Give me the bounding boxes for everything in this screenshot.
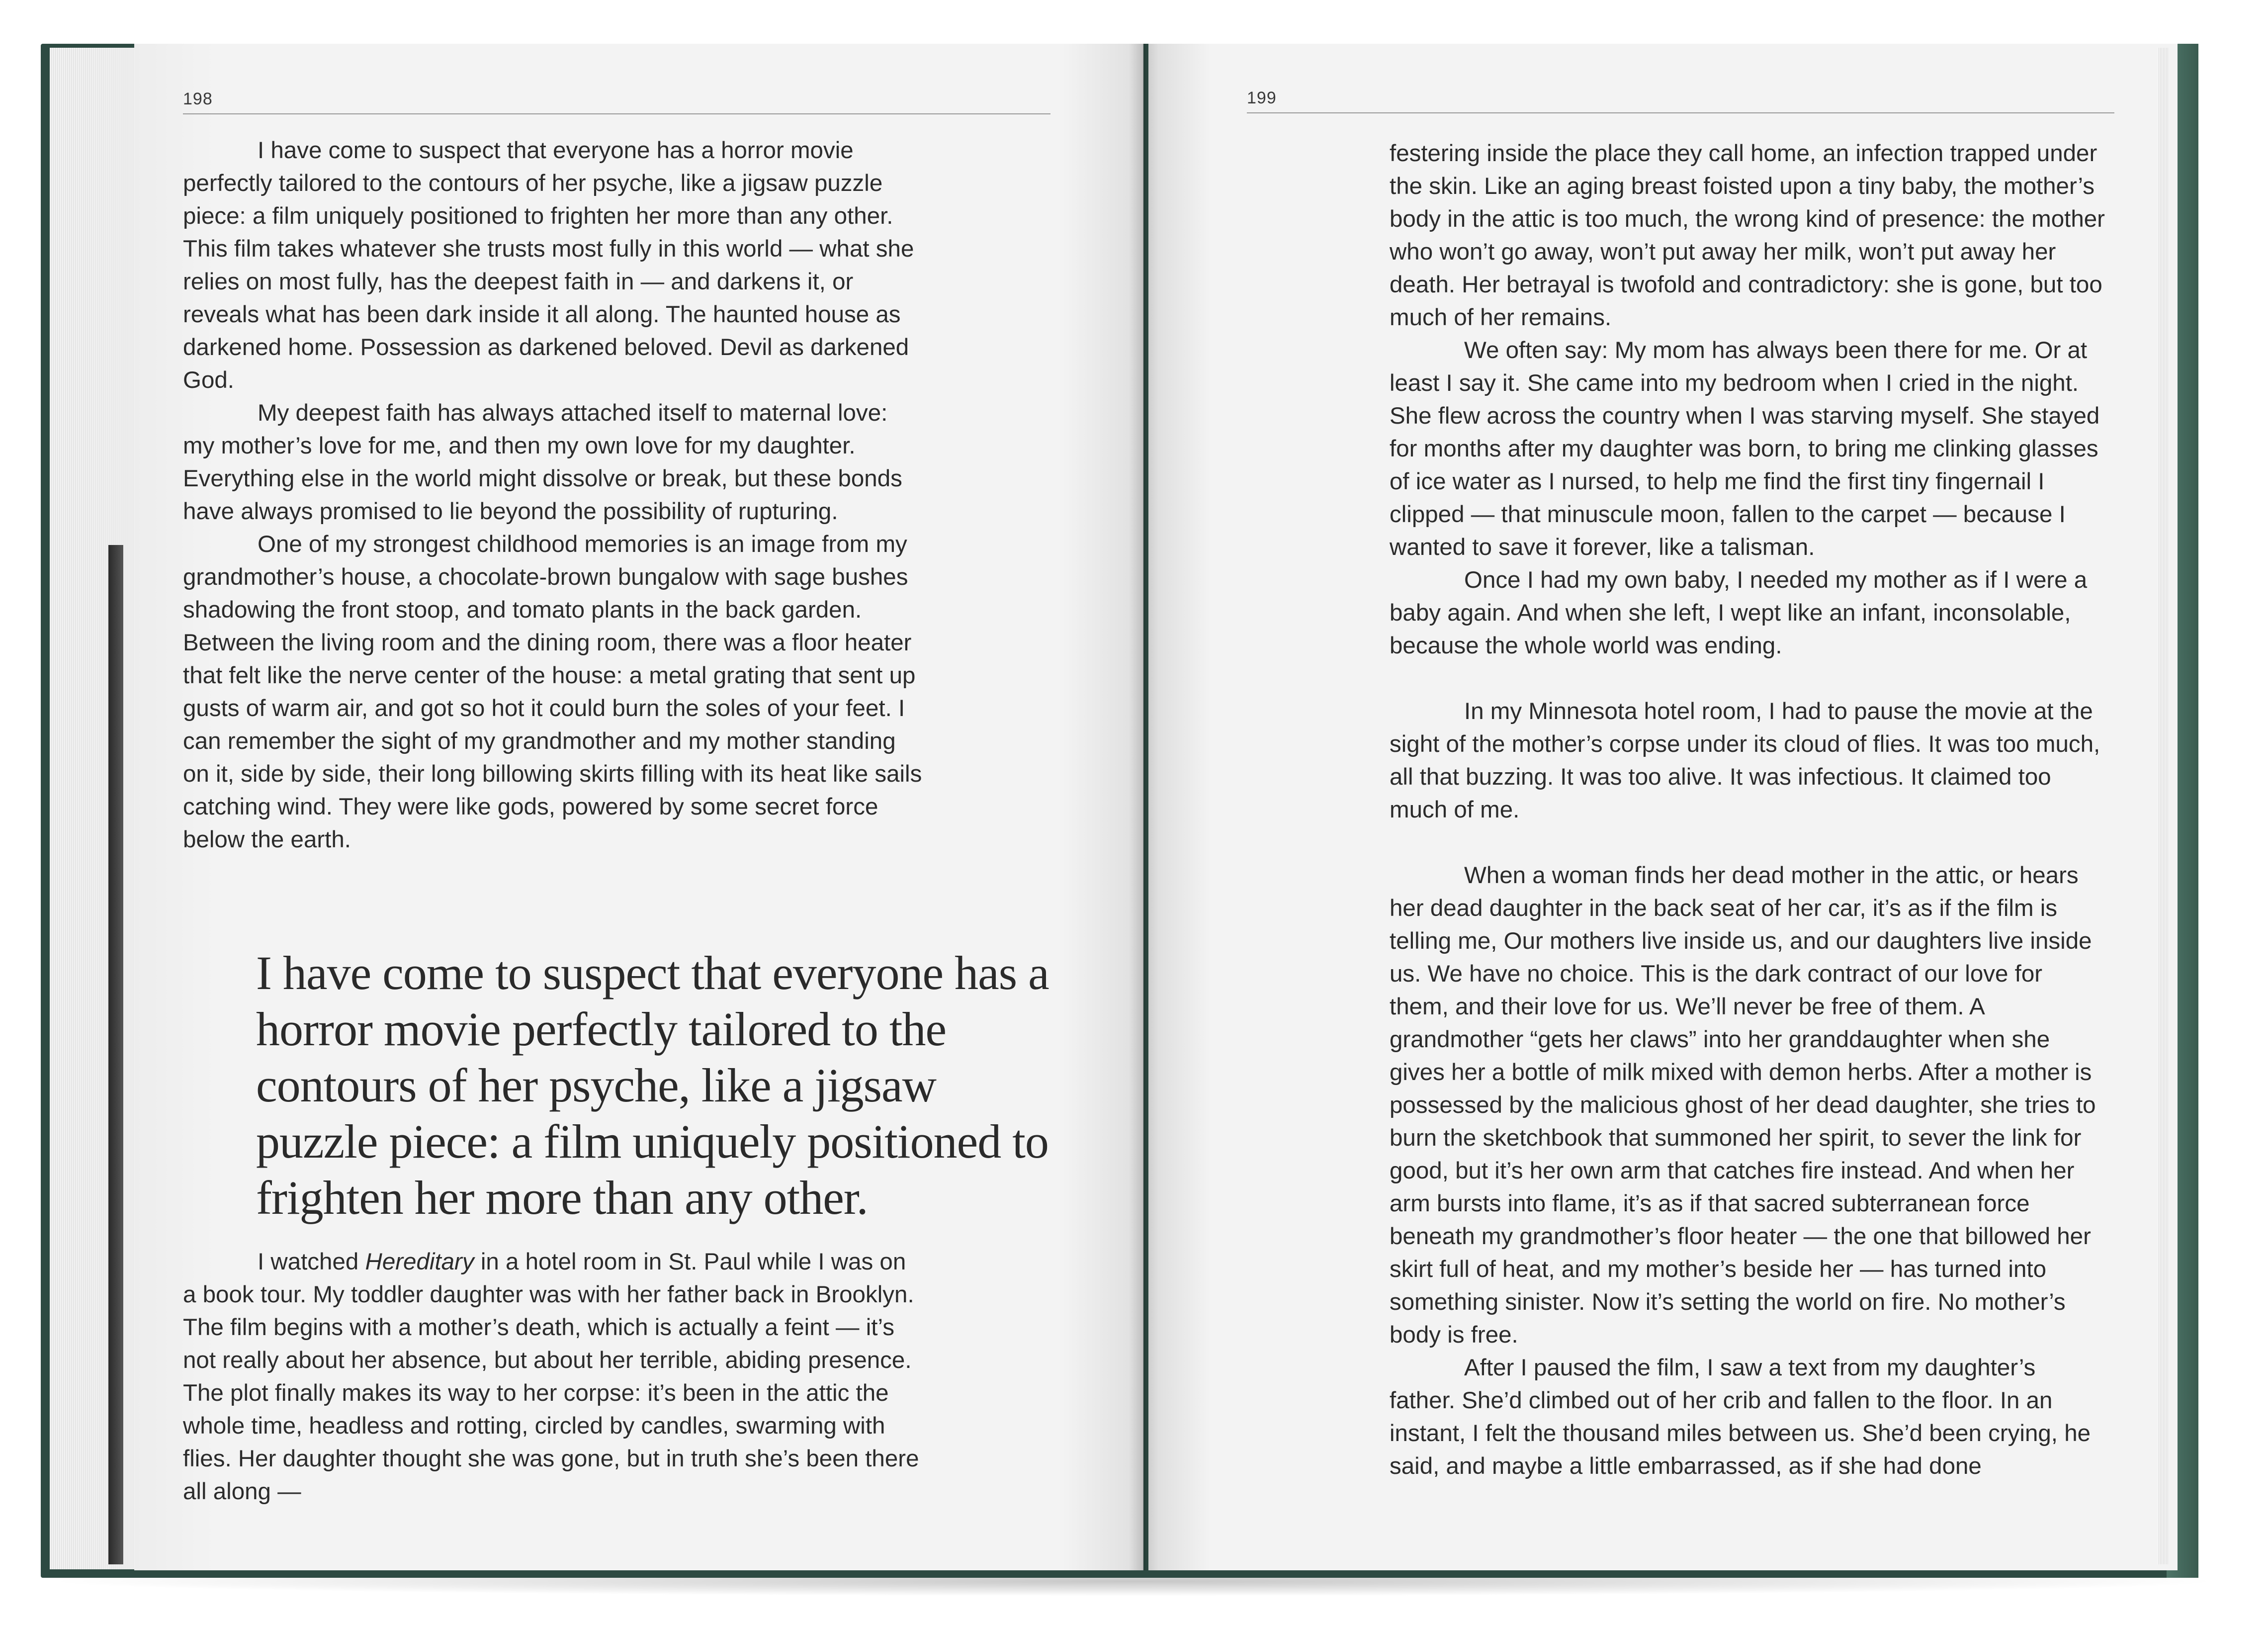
paragraph: Once I had my own baby, I needed my mother as if I were a baby again. And when she left, I wept like an infant, inconsolable, because the whole world was ending. [1390,567,2088,659]
paragraph: After I paused the film, I saw a text from my daughter’s father. She’d climbed out of her crib and fallen to the floor. In an instant, I felt the thousand miles between us. She’d been crying, he said, and maybe a little embarrassed, as if she had done [1390,1355,2091,1479]
paragraph [183,1246,924,1508]
page-number-left: 198 [183,90,213,108]
paragraph: I have come to suspect that everyone has a horror movie perfectly tailored to the contours of her psyche, like a jigsaw puzzle piece: a film uniquely positioned to frighten her more than any other. This film takes whatever she trusts most fully in this world — what she relies on most fully, has the deepest faith in — and darkens it, or reveals what has been dark inside it all along. The haunted house as darkened home. Possession as darkened beloved. Devil as darkened God. [183,137,914,393]
header-rule-left [183,113,1050,114]
left-column-top [183,134,924,856]
paragraph: One of my strongest childhood memories is an image from my grandmother’s house, a chocolate-brown bungalow with sage bushes shadowing the front stoop, and tomato plants in the back garden. Between the living room and the dining room, there was a floor heater that felt like the nerve center of the house: a metal grating that sent up gusts of warm air, and got so hot it could burn the soles of your feet. I can remember the sight of my grandmother and my mother standing on it, side by side, their long billowing skirts filling with its heat like sails catching wind. They were like gods, powered by some secret force below the earth. [183,531,922,853]
text-run: in a hotel room in St. Paul while I was on a book tour. My toddler daughter was with her father back in Brooklyn. The film begins with a mother’s death, which is actually a feint — it’s not really about her absence, but about her terrible, abiding presence. The plot finally makes its way to her corpse: it’s been in the attic the whole time, headless and rotting, circled by candles, swarming with flies. Her daughter thought she was gone, but in truth she’s been there all along — [183,1249,919,1505]
left-column-bottom [183,1246,924,1508]
paragraph: We often say: My mom has always been there for me. Or at least I say it. She came into my bedroom when I cried in the night. She flew across the country when I was starving myself. She stayed for months after my daughter was born, to bring me clinking glasses of ice water as I nursed, to help me find the first tiny fingernail I clipped — that minuscule moon, fallen to the carpet — because I wanted to save it forever, like a talisman. [1390,337,2100,560]
page-stack-right [2158,48,2169,1564]
right-column [1390,137,2105,1483]
paragraph: In my Minnesota hotel room, I had to pause the movie at the sight of the mother’s corpse under its cloud of flies. It was too much, all that buzzing. It was too alive. It was infectious. It claimed too much of me. [1390,698,2100,823]
pull-quote: I have come to suspect that everyone has a horror movie perfectly tailored to the contours of her psyche, like a jigsaw puzzle piece: a film uniquely positioned to frighten her more than any other. [256,946,1049,1224]
header-rule-right [1247,112,2114,113]
book-gutter [1129,44,1158,1570]
paragraph: When a woman finds her dead mother in the attic, or hears her dead daughter in the back seat of her car, it’s as if the film is telling me, Our mothers live inside us, and our daughters live inside us. We have no choice. This is the dark contract of our love for them, and their love for us. We’ll never be free of them. A grandmother “gets her claws” into her granddaughter when she gives her a bottle of milk mixed with demon herbs. After a mother is possessed by the malicious ghost of her dead daughter, she tries to burn the sketchbook that summoned her spirit, to sever the link for good, but it’s her own arm that catches fire instead. And when her arm bursts into flame, it’s as if that sacred subterranean force beneath my grandmother’s floor heater — the one that billowed her skirt full of heat, and my mother’s beside her — has turned into something sinister. Now it’s setting the world on fire. No mother’s body is free. [1390,862,2096,1348]
page-edge-shadow [108,545,123,1564]
paragraph: festering inside the place they call home, an infection trapped under the skin. Like an aging breast foisted upon a tiny baby, the mother’s body in the attic is too much, the wrong kind of presence: the mother who won’t go away, won’t put away her milk, won’t put away her death. Her betrayal is twofold and contradictory: she is gone, but too much of her remains. [1390,140,2105,331]
page-stack-left [50,48,134,1569]
film-title: Hereditary [365,1249,474,1275]
paragraph: My deepest faith has always attached itself to maternal love: my mother’s love for me, and then my own love for my daughter. Everything else in the world might dissolve or break, but these bonds have always promised to lie beyond the possibility of rupturing. [183,400,902,525]
page-number-right: 199 [1247,89,1277,107]
text-run: I watched [258,1249,365,1275]
